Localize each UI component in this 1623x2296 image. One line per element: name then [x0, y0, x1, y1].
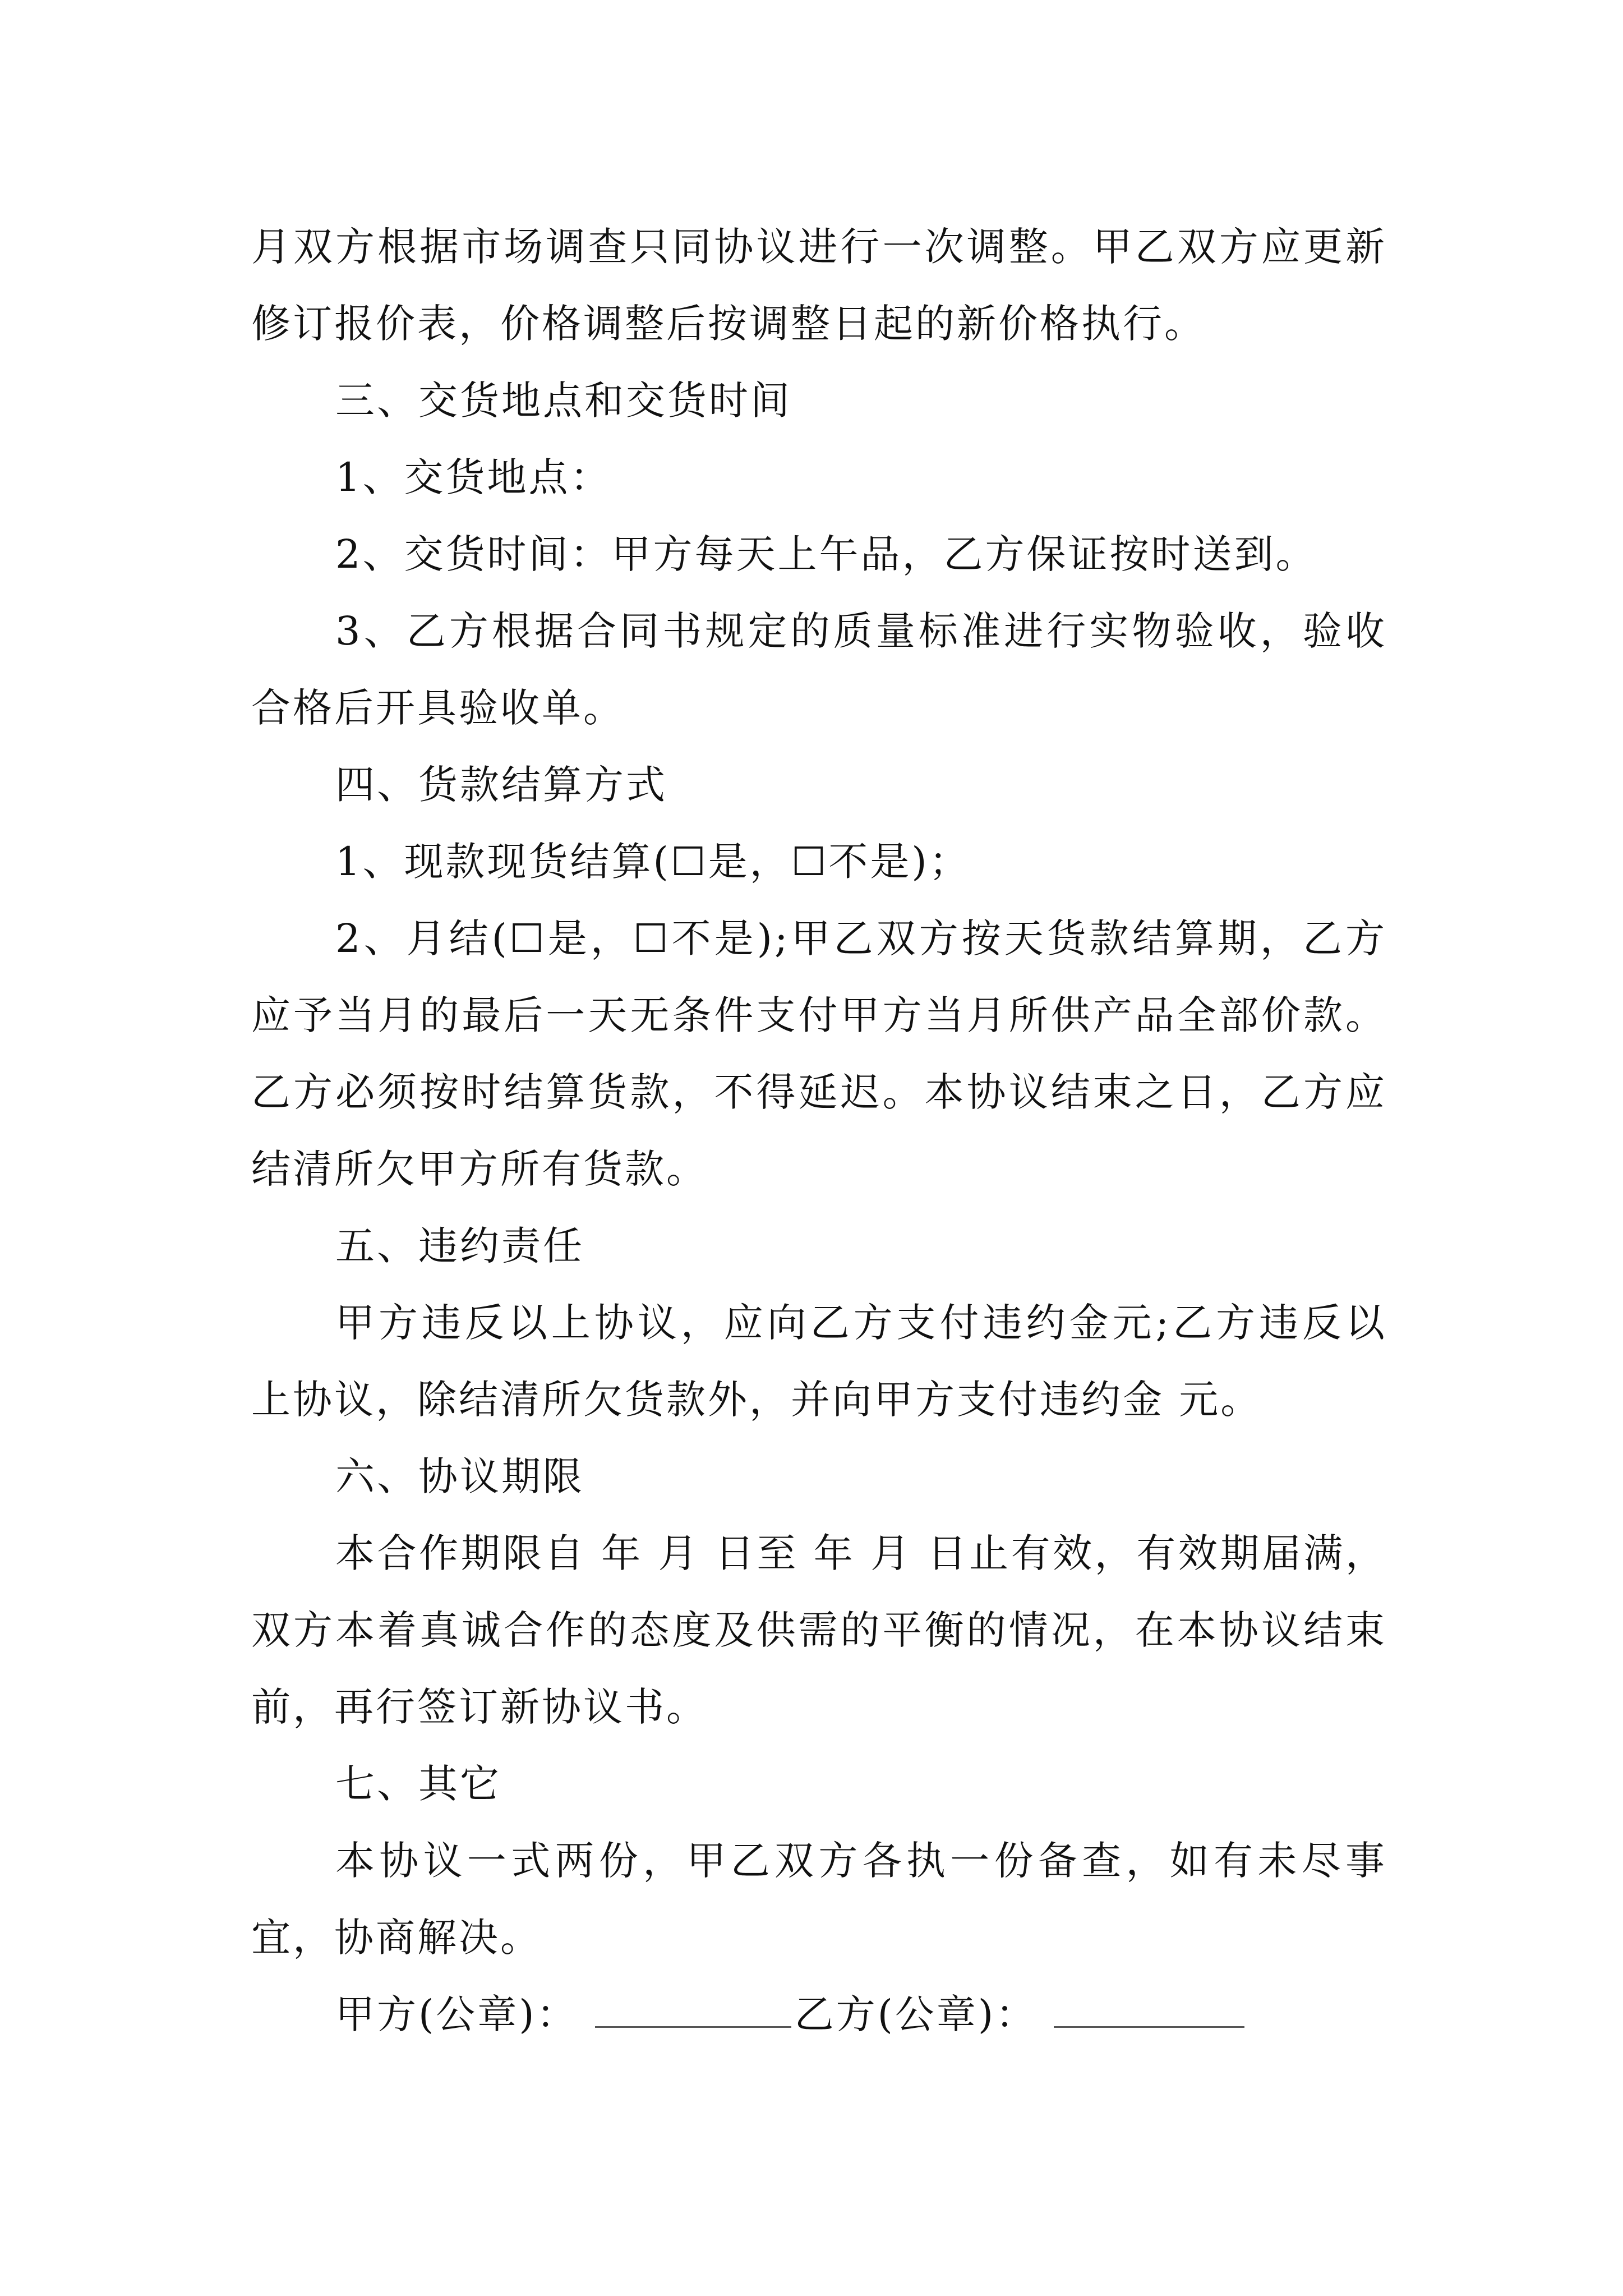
party-a-seal-blank [595, 1993, 791, 2028]
heading-term: 六、协议期限 [335, 1453, 584, 1499]
party-b-seal-blank [1054, 1993, 1244, 2028]
paragraph-delivery-time: 2、交货时间：甲方每天上午品，乙方保证按时送到。 [335, 531, 1317, 577]
heading-delivery: 三、交货地点和交货时间 [335, 378, 792, 424]
paragraph-monthly-settlement: 2、月结(☐是，☐不是);甲乙双方按天货款结算期，乙方应予当月的最后一天无条件支付甲方当月所供产品全部价款。乙方必须按时结算货款，不得延迟。本协议结束之日，乙方应结清所欠甲方所有货款。 [251, 915, 1387, 1192]
paragraph-price-adjustment: 月双方根据市场调查只同协议进行一次调整。甲乙双方应更新修订报价表，价格调整后按调整日起的新价格执行。 [251, 224, 1387, 347]
document-body [251, 209, 1387, 2053]
heading-payment: 四、货款结算方式 [335, 762, 667, 808]
signature-line [251, 1976, 1387, 2053]
paragraph-breach: 甲方违反以上协议，应向乙方支付违约金元;乙方违反以上协议，除结清所欠货款外，并向甲方支付违约金 元。 [251, 1300, 1387, 1423]
heading-breach: 五、违约责任 [335, 1223, 584, 1269]
paragraph-term: 本合作期限自 年 月 日至 年 月 日止有效，有效期届满，双方本着真诚合作的态度及供需的平衡的情况，在本协议结束前，再行签订新协议书。 [251, 1530, 1387, 1730]
paragraph-cash-settlement: 1、现款现货结算(☐是，☐不是)； [335, 839, 971, 885]
paragraph-delivery-location: 1、交货地点： [335, 454, 612, 500]
paragraph-acceptance: 3、乙方根据合同书规定的质量标准进行实物验收，验收合格后开具验收单。 [251, 608, 1387, 731]
heading-other: 七、其它 [335, 1761, 501, 1807]
party-b-seal-label: 乙方(公章)： [794, 1991, 1038, 2037]
party-a-seal-label: 甲方(公章)： [335, 1991, 578, 2037]
paragraph-other: 本协议一式两份，甲乙双方各执一份备查，如有未尽事宜，协商解决。 [251, 1838, 1387, 1961]
